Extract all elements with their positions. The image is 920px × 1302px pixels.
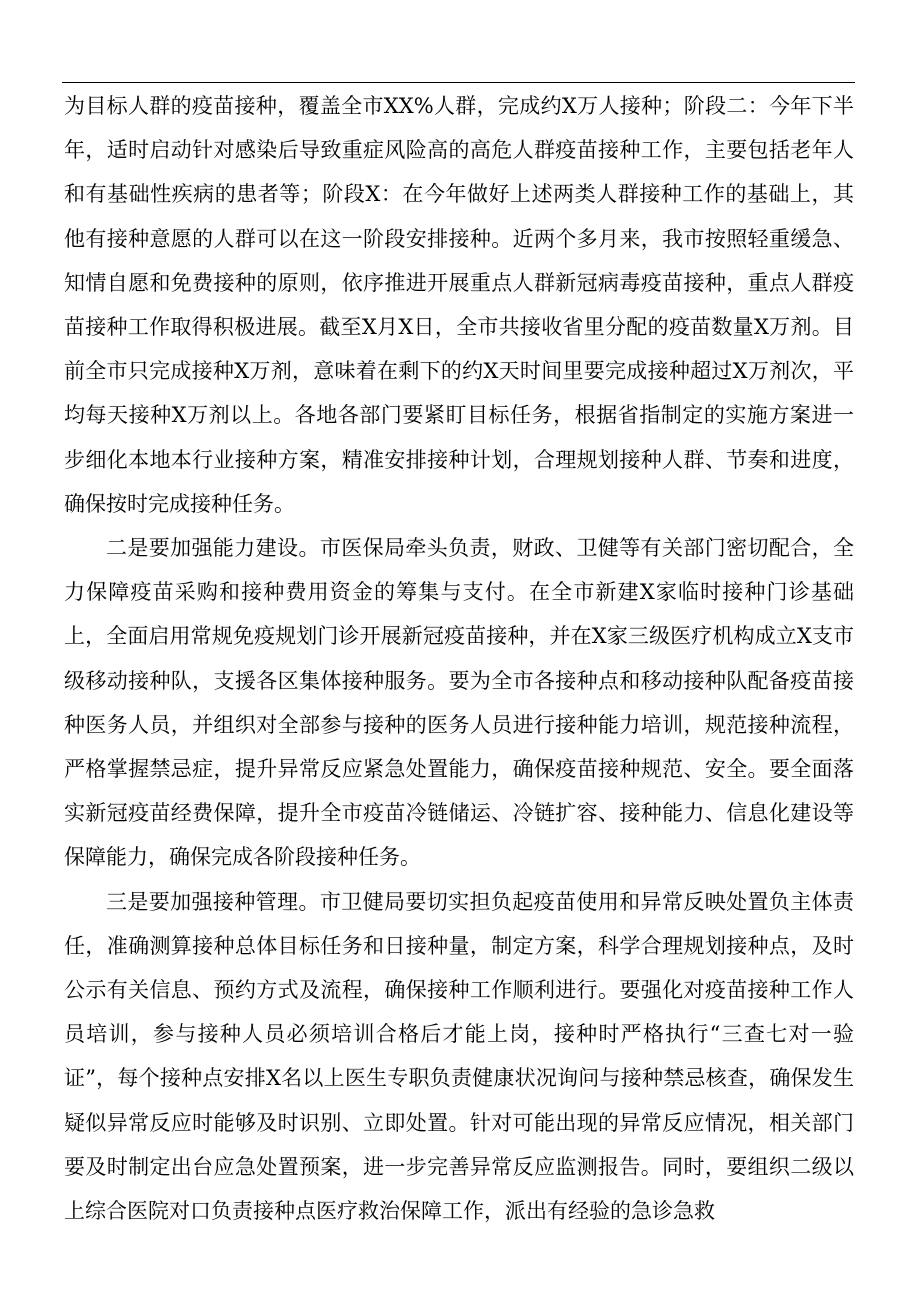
paragraph-vaccination-management: 三是要加强接种管理。市卫健局要切实担负起疫苗使用和异常反映处置负主体责任，准确测算接种总体目标任务和日接种量，制定方案，科学合理规划接种点，及时公示有关信息、预约方式及流程，确保接种工作顺利进行。要强化对疫苗接种工作人员培训，参与接种人员必须培训合格后才能上岗，接种时严格执行“三查七对一验证”，每个接种点安排X名以上医生专职负责健康状况询问与接种禁忌核查，确保发生疑似异常反应时能够及时识别、立即处置。针对可能出现的异常反应情况，相关部门要及时制定出台应急处置预案，进一步完善异常反应监测报告。同时，要组织二级以上综合医院对口负责接种点医疗救治保障工作，派出有经验的急诊急救	[64, 889, 854, 1224]
paragraph-stage-plan: 为目标人群的疫苗接种，覆盖全市XX%人群，完成约X万人接种；阶段二：今年下半年，适时启动针对感染后导致重症风险高的高危人群疫苗接种工作，主要包括老年人和有基础性疾病的患者等；阶段X：在今年做好上述两类人群接种工作的基础上，其他有接种意愿的人群可以在这一阶段安排接种。近两个多月来，我市按照轻重缓急、知情自愿和免费接种的原则，依序推进开展重点人群新冠病毒疫苗接种，重点人群疫苗接种工作取得积极进展。截至X月X日，全市共接收省里分配的疫苗数量X万剂。目前全市只完成接种X万剂，意味着在剩下的约X天时间里要完成接种超过X万剂次，平均每天接种X万剂以上。各地各部门要紧盯目标任务，根据省指制定的实施方案进一步细化本地本行业接种方案，精准安排接种计划，合理规划接种人群、节奏和进度，确保按时完成接种任务。	[64, 94, 854, 516]
paragraph-capacity-building: 二是要加强能力建设。市医保局牵头负责，财政、卫健等有关部门密切配合，全力保障疫苗采购和接种费用资金的筹集与支付。在全市新建X家临时接种门诊基础上，全面启用常规免疫规划门诊开展新冠疫苗接种，并在X家三级医疗机构成立X支市级移动接种队，支援各区集体接种服务。要为全市各接种点和移动接种队配备疫苗接种医务人员，并组织对全部参与接种的医务人员进行接种能力培训，规范接种流程，严格掌握禁忌症，提升异常反应紧急处置能力，确保疫苗接种规范、安全。要全面落实新冠疫苗经费保障，提升全市疫苗冷链储运、冷链扩容、接种能力、信息化建设等保障能力，确保完成各阶段接种任务。	[64, 536, 854, 870]
document-body	[64, 84, 854, 1233]
header-rule	[62, 82, 855, 83]
